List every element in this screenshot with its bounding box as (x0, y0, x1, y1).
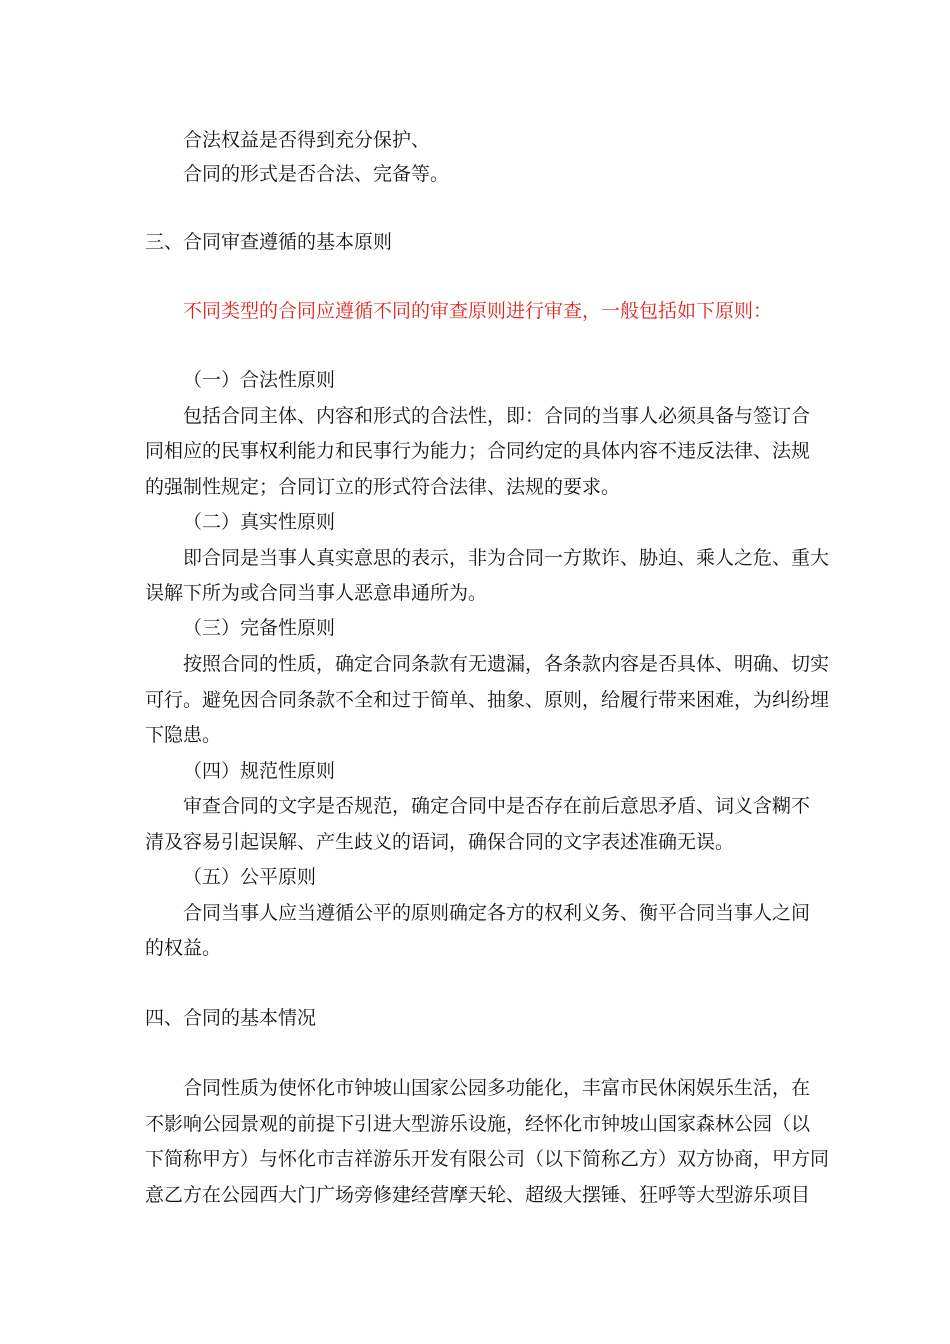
red-highlight-line: 不同类型的合同应遵循不同的审查原则进行审查，一般包括如下原则： (183, 300, 773, 322)
section-heading-3: 三、合同审查遵循的基本原则 (145, 231, 393, 253)
paragraph-line: 即合同是当事人真实意思的表示，非为合同一方欺诈、胁迫、乘人之危、重大 (183, 547, 830, 569)
paragraph-line: 的权益。 (145, 937, 222, 959)
paragraph-line: 不影响公园景观的前提下引进大型游乐设施，经怀化市钟坡山国家森林公园（以 (145, 1113, 811, 1135)
section-heading-4: 四、合同的基本情况 (145, 1007, 317, 1029)
paragraph-line: 按照合同的性质，确定合同条款有无遗漏，各条款内容是否具体、明确、切实 (183, 653, 830, 675)
subheading-3: （三）完备性原则 (183, 617, 336, 639)
paragraph-line: 合同性质为使怀化市钟坡山国家公园多功能化，丰富市民休闲娱乐生活，在 (183, 1077, 811, 1099)
paragraph-line: 合同的形式是否合法、完备等。 (183, 163, 450, 185)
paragraph-line: 的强制性规定；合同订立的形式符合法律、法规的要求。 (145, 476, 621, 498)
paragraph-line: 下简称甲方）与怀化市吉祥游乐开发有限公司（以下简称乙方）双方协商，甲方同 (145, 1148, 830, 1170)
subheading-1: （一）合法性原则 (183, 369, 336, 391)
paragraph-line: 审查合同的文字是否规范，确定合同中是否存在前后意思矛盾、词义含糊不 (183, 795, 811, 817)
paragraph-line: 包括合同主体、内容和形式的合法性，即：合同的当事人必须具备与签订合 (183, 405, 811, 427)
paragraph-line: 合同当事人应当遵循公平的原则确定各方的权利义务、衡平合同当事人之间 (183, 902, 811, 924)
subheading-5: （五）公平原则 (183, 866, 317, 888)
paragraph-line: 意乙方在公园西大门广场旁修建经营摩天轮、超级大摆锤、狂呼等大型游乐项目 (145, 1184, 811, 1206)
subheading-2: （二）真实性原则 (183, 511, 336, 533)
paragraph-line: 同相应的民事权利能力和民事行为能力；合同约定的具体内容不违反法律、法规 (145, 440, 811, 462)
paragraph-line: 可行。避免因合同条款不全和过于简单、抽象、原则，给履行带来困难，为纠纷埋 (145, 689, 830, 711)
paragraph-line: 清及容易引起误解、产生歧义的语词，确保合同的文字表述准确无误。 (145, 831, 735, 853)
paragraph-line: 误解下所为或合同当事人恶意串通所为。 (145, 582, 488, 604)
paragraph-line: 合法权益是否得到充分保护、 (183, 129, 431, 151)
subheading-4: （四）规范性原则 (183, 760, 336, 782)
paragraph-line: 下隐患。 (145, 724, 222, 746)
